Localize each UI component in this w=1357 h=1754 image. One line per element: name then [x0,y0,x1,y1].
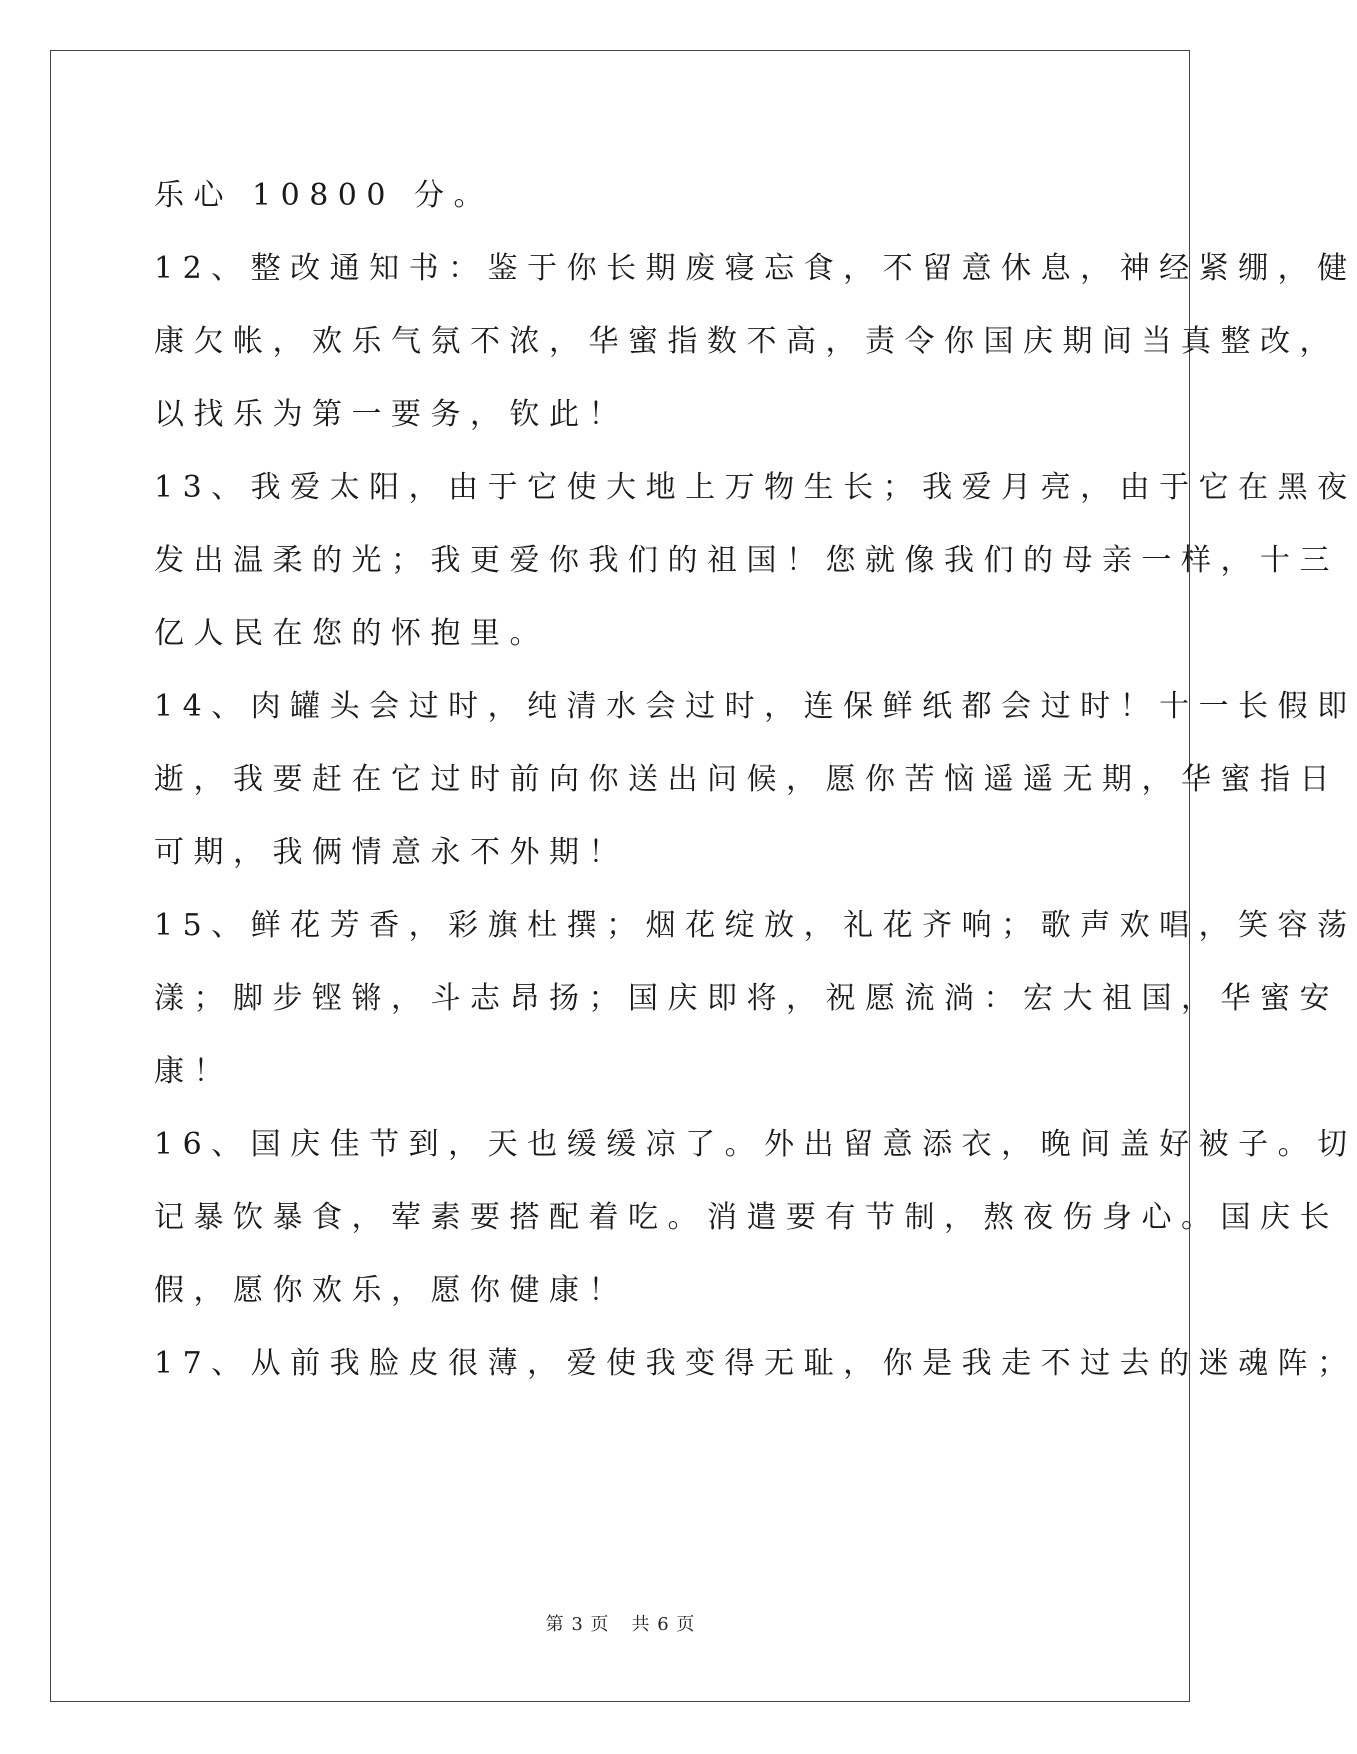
text-line: 漾；脚步铿锵，斗志昂扬；国庆即将，祝愿流淌：宏大祖国，华蜜安 [154,981,1339,1016]
text-line: 发出温柔的光；我更爱你我们的祖国！您就像我们的母亲一样，十三 [154,543,1339,578]
text-line: 亿人民在您的怀抱里。 [154,616,549,651]
page-number: 第 3 页 [545,1614,610,1635]
text-line: 12、整改通知书：鉴于你长期废寝忘食，不留意休息，神经紧绷，健 [154,251,1357,286]
text-line: 16、国庆佳节到，天也缓缓凉了。外出留意添衣，晚间盖好被子。切 [154,1127,1357,1162]
text-line: 乐心 10800 分。 [154,178,494,213]
text-line: 康欠帐，欢乐气氛不浓，华蜜指数不高，责令你国庆期间当真整改， [154,324,1339,359]
page-footer [0,1610,1241,1636]
text-line: 以找乐为第一要务，钦此！ [154,397,628,432]
text-line: 可期，我俩情意永不外期！ [154,835,628,870]
text-line: 17、从前我脸皮很薄，爱使我变得无耻，你是我走不过去的迷魂阵； [154,1346,1357,1381]
page-total: 共 6 页 [631,1614,696,1635]
text-line: 逝，我要赶在它过时前向你送出问候，愿你苦恼遥遥无期，华蜜指日 [154,762,1339,797]
text-line: 假，愿你欢乐，愿你健康！ [154,1273,628,1308]
text-line: 康！ [154,1054,233,1089]
text-line: 记暴饮暴食，荤素要搭配着吃。消遣要有节制，熬夜伤身心。国庆长 [154,1200,1339,1235]
text-line: 14、肉罐头会过时，纯清水会过时，连保鲜纸都会过时！十一长假即 [154,689,1357,724]
text-line: 13、我爱太阳，由于它使大地上万物生长；我爱月亮，由于它在黑夜 [154,470,1357,505]
document-body [154,159,1357,1400]
text-line: 15、鲜花芳香，彩旗杜撰；烟花绽放，礼花齐响；歌声欢唱，笑容荡 [154,908,1357,943]
